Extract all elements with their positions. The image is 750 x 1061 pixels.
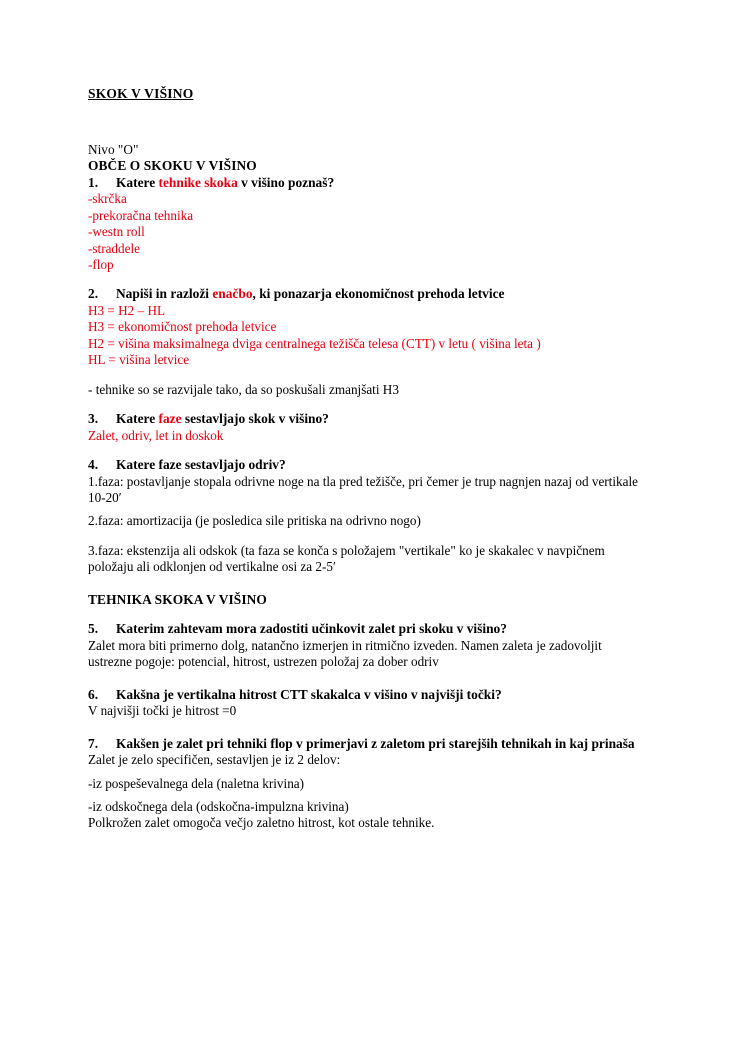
question-2-note: - tehnike so se razvijale tako, da so poskušali zmanjšati H3 [88, 381, 399, 397]
block-spacer [88, 506, 646, 513]
block-spacer [88, 273, 646, 286]
question-7-number: 7. [88, 735, 99, 751]
answer-item: H3 = H2 – HL [88, 303, 166, 319]
section-heading-technique: TEHNIKA SKOKA V VIŠINO [88, 591, 267, 607]
block-spacer [88, 398, 646, 411]
question-1-accent: tehnike skoka [158, 174, 238, 190]
answer-item: HL = višina letvice [88, 352, 190, 368]
answer-item: V najvišji točki je hitrost =0 [88, 703, 237, 719]
question-6-heading [88, 687, 646, 704]
question-4-number: 4. [88, 457, 99, 473]
page-title: SKOK V VIŠINO [88, 86, 194, 101]
question-2-text-after: , ki ponazarja ekonomičnost prehoda letvice [252, 286, 505, 302]
answer-item: 1.faza: postavljanje stopala odrivne noge na tla pred težišče, pri čemer je trup nagnjen nazaj od vertikale 10-20′ [88, 473, 638, 506]
question-3-text-before: Katere [116, 411, 159, 427]
question-3-accent: faze [158, 411, 182, 427]
answer-item: H3 = ekonomičnost prehoda letvice [88, 319, 277, 335]
question-2-number: 2. [88, 286, 99, 302]
answer-item: Zalet je zelo specifičen, sestavljen je iz 2 delov: [88, 752, 341, 768]
answer-item: -skrčka [88, 191, 127, 207]
answer-item: H2 = višina maksimalnega dviga centralnega težišča telesa (CTT) v letu ( višina leta ) [88, 335, 541, 351]
question-6-number: 6. [88, 686, 99, 702]
question-2-accent: enačbo [212, 286, 253, 302]
question-5-text-before: Katerim zahtevam mora zadostiti učinkovit zalet pri skoku v višino? [116, 621, 507, 637]
block-spacer [88, 720, 646, 736]
question-4-text-before: Katere faze sestavljajo odriv? [116, 457, 286, 473]
block-spacer [88, 608, 646, 621]
question-1-text-before: Katere [116, 174, 159, 190]
answer-item: -straddele [88, 240, 140, 256]
section-heading-general: OBČE O SKOKU V VIŠINO [88, 158, 257, 174]
answer-item: 3.faza: ekstenzija ali odskok (ta faza se konča s položajem "vertikale" ko je skakalec v navpičnem položaju ali odklonjen od vertikalne osi za 2-5′ [88, 542, 605, 575]
answer-item: -flop [88, 257, 114, 273]
block-spacer [88, 444, 646, 457]
question-2-text-before: Napiši in razloži [116, 286, 213, 302]
block-spacer [88, 530, 646, 543]
answer-item: Polkrožen zalet omogoča večjo zaletno hitrost, kot ostale tehnike. [88, 815, 435, 831]
answer-item: -prekoračna tehnika [88, 207, 194, 223]
block-spacer [88, 576, 646, 592]
answer-item: Zalet, odriv, let in doskok [88, 427, 224, 443]
question-3-text-after: sestavljajo skok v višino? [181, 411, 329, 427]
question-5-number: 5. [88, 621, 99, 637]
question-6-text-before: Kakšna je vertikalna hitrost CTT skakalca v višino v najvišji točki? [116, 686, 502, 702]
document-body [88, 86, 646, 832]
question-7-text-before: Kakšen je zalet pri tehniki flop v primerjavi z zaletom pri starejših tehnikah in kaj prinaša [116, 735, 635, 751]
question-2-heading [88, 286, 646, 303]
question-3-number: 3. [88, 411, 99, 427]
answer-item: Zalet mora biti primerno dolg, natančno izmerjen in ritmično izveden. Namen zaleta je zadovoljit ustrezne pogoje: potencial, hitrost, ustrezen položaj za dober odriv [88, 637, 602, 670]
answer-item: 2.faza: amortizacija (je posledica sile pritiska na odrivno nogo) [88, 513, 421, 529]
answer-item: -westn roll [88, 224, 145, 240]
question-4-heading [88, 457, 646, 474]
block-spacer [88, 671, 646, 687]
question-3-heading [88, 411, 646, 428]
question-1-heading [88, 175, 646, 192]
title-spacer [88, 102, 646, 142]
question-7-heading [88, 736, 646, 753]
block-spacer [88, 792, 646, 799]
block-spacer [88, 769, 646, 776]
question-1-text-after: v višino poznaš? [237, 174, 335, 190]
answer-item: -iz odskočnega dela (odskočna-impulzna krivina) [88, 798, 349, 814]
question-1-number: 1. [88, 174, 99, 190]
level-label: Nivo "O" [88, 142, 139, 157]
block-spacer [88, 369, 646, 382]
question-5-heading [88, 621, 646, 638]
answer-item: -iz pospeševalnega dela (naletna krivina) [88, 775, 305, 791]
